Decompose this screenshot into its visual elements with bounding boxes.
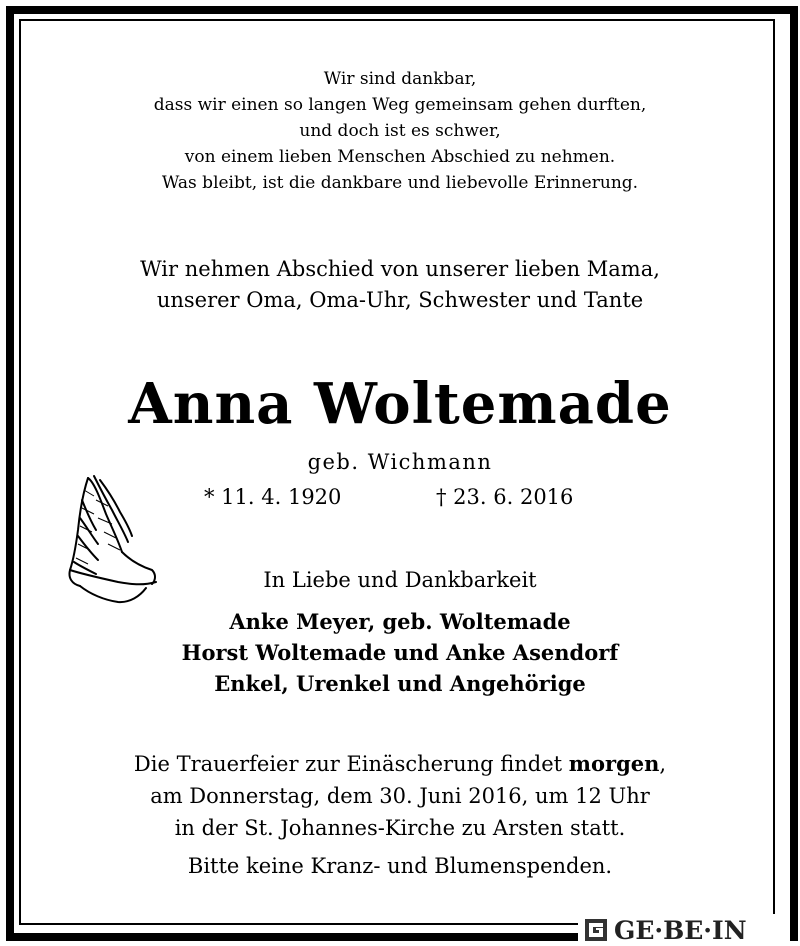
poem-line: Was bleibt, ist die dankbare und liebevolle Erinnerung. <box>161 173 639 193</box>
service-line: am Donnerstag, dem 30. Juni 2016, um 12 Uhr <box>150 784 650 808</box>
intro-line: Wir nehmen Abschied von unserer lieben Mama, <box>140 257 660 281</box>
mourner-line: Horst Woltemade und Anke Asendorf <box>181 640 619 665</box>
poem-line: Wir sind dankbar, <box>323 69 477 89</box>
maiden-name: geb. Wichmann <box>307 450 493 474</box>
mourner-line: Enkel, Urenkel und Angehörige <box>214 671 586 696</box>
mourner-line: Anke Meyer, geb. Woltemade <box>229 609 571 634</box>
birth-date: * 11. 4. 1920 <box>204 485 342 509</box>
poem-line: und doch ist es schwer, <box>299 121 501 141</box>
service-comma: , <box>659 752 667 776</box>
death-date: † 23. 6. 2016 <box>436 485 574 509</box>
service-day-emphasis: morgen <box>568 751 660 776</box>
intro-line: unserer Oma, Oma-Uhr, Schwester und Tante <box>156 288 644 312</box>
poem-line: dass wir einen so langen Weg gemeinsam gehen durften, <box>153 95 647 115</box>
service-line: in der St. Johannes-Kirche zu Arsten statt. <box>174 816 626 840</box>
love-line: In Liebe und Dankbarkeit <box>263 568 537 592</box>
intro <box>0 254 800 316</box>
no-flowers-note: Bitte keine Kranz- und Blumenspenden. <box>187 854 613 878</box>
service-line <box>0 748 800 780</box>
mourners <box>0 606 800 699</box>
gebein-logo-icon <box>584 918 608 942</box>
gebein-logo-text: GE·BE·IN <box>614 915 747 945</box>
service-text: Die Trauerfeier zur Einäscherung findet <box>133 752 569 776</box>
deceased-name: Anna Woltemade <box>128 371 672 437</box>
poem-line: von einem lieben Menschen Abschied zu nehmen. <box>184 147 616 167</box>
poem <box>0 66 800 196</box>
service-info <box>0 748 800 844</box>
gebein-logo <box>578 914 790 946</box>
